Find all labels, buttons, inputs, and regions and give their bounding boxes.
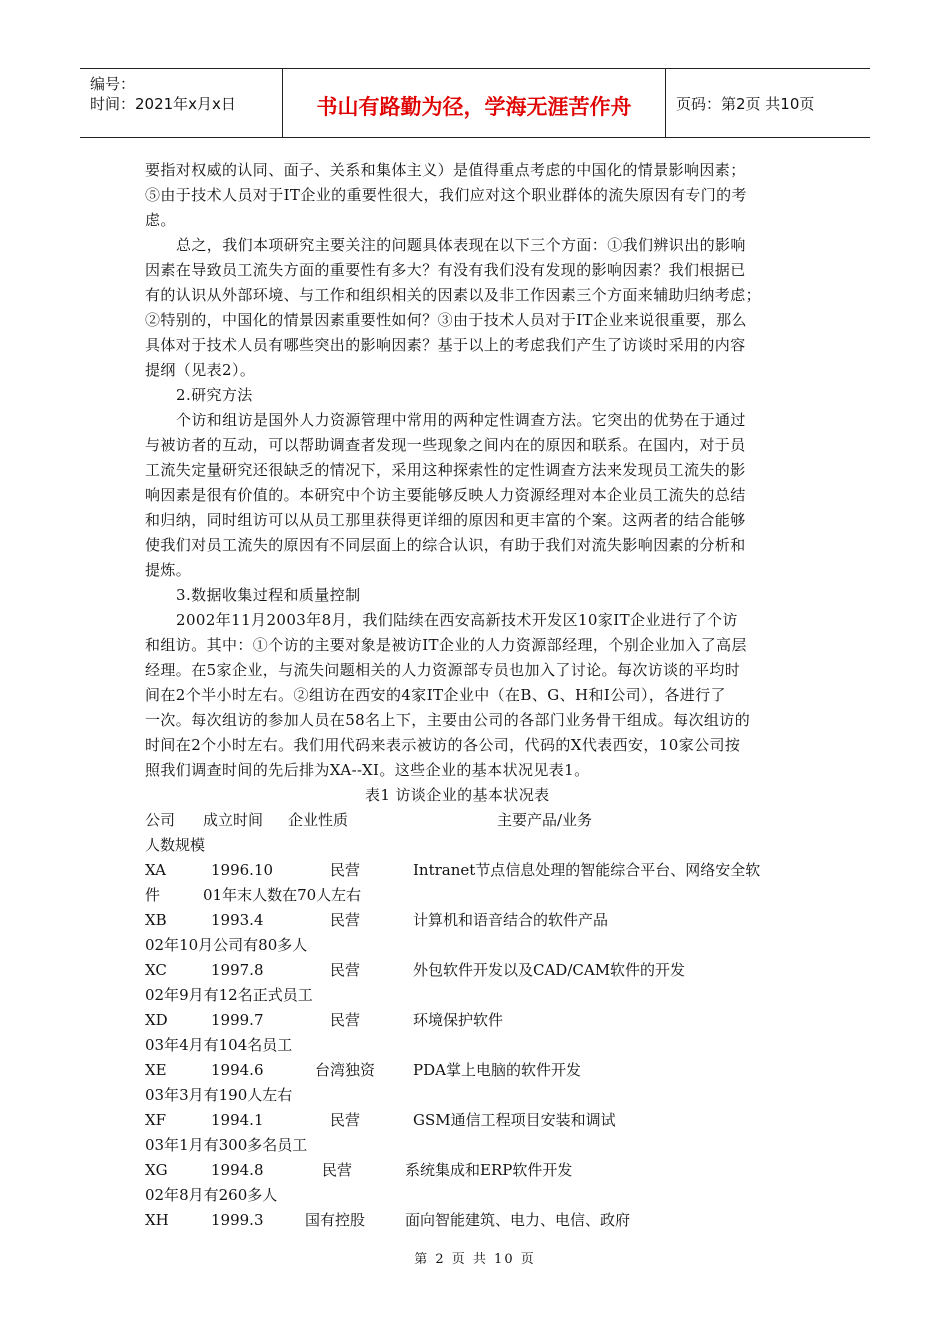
cell-size: 03年1月有300多名员工: [145, 1136, 308, 1154]
cell-nature: 民营: [322, 1161, 353, 1179]
cell-product: 系统集成和ERP软件开发: [405, 1161, 573, 1179]
text-line: 2002年11月2003年8月，我们陆续在西安高新技术开发区10家IT企业进行了个访: [176, 611, 738, 629]
text-line: 具体对于技术人员有哪些突出的影响因素？基于以上的考虑我们产生了访谈时采用的内容: [145, 336, 746, 354]
text-line: 工流失定量研究还很缺乏的情况下，采用这种探索性的定性调查方法来发现员工流失的影: [145, 461, 746, 479]
text-line: 使我们对员工流失的原因有不同层面上的综合认识，有助于我们对流失影响因素的分析和: [145, 536, 746, 554]
text-line: 照我们调查时间的先后排为XA--XI。这些企业的基本状况见表1。: [145, 761, 590, 779]
text-line: 要指对权威的认同、面子、关系和集体主义）是值得重点考虑的中国化的情景影响因素；: [145, 161, 746, 179]
cell-company: XH: [145, 1211, 169, 1229]
cell-company: XE: [145, 1061, 167, 1079]
cell-product: 计算机和语音结合的软件产品: [413, 911, 609, 929]
header-motto-cell: [283, 69, 666, 137]
cell-product: PDA掌上电脑的软件开发: [413, 1061, 581, 1079]
cell-company: XG: [145, 1161, 168, 1179]
section-heading: 3.数据收集过程和质量控制: [176, 586, 361, 604]
text-line: ⑤由于技术人员对于IT企业的重要性很大，我们应对这个职业群体的流失原因有专门的考: [145, 186, 747, 204]
cell-company: XA: [145, 861, 166, 879]
text-line: 一次。每次组访的参加人员在58名上下，主要由公司的各部门业务骨干组成。每次组访的: [145, 711, 751, 729]
cell-company: XB: [145, 911, 167, 929]
header-page-cell: [666, 69, 870, 137]
text-line: 虑。: [145, 211, 176, 229]
cell-size: 02年8月有260多人: [145, 1186, 278, 1204]
cell-product: 面向智能建筑、电力、电信、政府: [405, 1211, 631, 1229]
cell-founded: 1994.6: [211, 1061, 264, 1079]
cell-product-cont: 件: [145, 886, 161, 904]
header-nature: 企业性质: [288, 811, 349, 829]
text-line: 和组访。其中：①个访的主要对象是被访IT企业的人力资源部经理，个别企业加入了高层: [145, 636, 747, 654]
text-line: 个访和组访是国外人力资源管理中常用的两种定性调查方法。它突出的优势在于通过: [176, 411, 746, 429]
cell-company: XC: [145, 961, 167, 979]
text-line: 因素在导致员工流失方面的重要性有多大？有没有我们没有发现的影响因素？我们根据已: [145, 261, 746, 279]
cell-company: XF: [145, 1111, 167, 1129]
cell-nature: 民营: [330, 961, 361, 979]
text-line: 总之，我们本项研究主要关注的问题具体表现在以下三个方面：①我们辨识出的影响: [176, 236, 746, 254]
cell-founded: 1997.8: [211, 961, 264, 979]
text-line: 有的认识从外部环境、与工作和组织相关的因素以及非工作因素三个方面来辅助归纳考虑；: [145, 286, 762, 304]
page-header: [80, 68, 870, 138]
date-label: 时间：2021年x月x日: [90, 95, 236, 113]
motto: 书山有路勤为径，学海无涯苦作舟: [316, 95, 632, 119]
header-company: 公司: [145, 811, 176, 829]
cell-size: 03年3月有190人左右: [145, 1086, 293, 1104]
table-title: 表1 访谈企业的基本状况表: [365, 786, 550, 804]
text-line: 经理。在5家企业，与流失问题相关的人力资源部专员也加入了讨论。每次访谈的平均时: [145, 661, 741, 679]
header-meta-cell: [80, 69, 283, 137]
cell-size: 02年10月公司有80多人: [145, 936, 308, 954]
cell-product: 环境保护软件: [413, 1011, 504, 1029]
cell-nature: 民营: [330, 861, 361, 879]
text-line: 提炼。: [145, 561, 192, 579]
cell-founded: 1993.4: [211, 911, 264, 929]
text-line: 与被访者的互动，可以帮助调查者发现一些现象之间内在的原因和联系。在国内，对于员: [145, 436, 746, 454]
cell-size: 01年末人数在70人左右: [203, 886, 362, 904]
cell-size: 02年9月有12名正式员工: [145, 986, 313, 1004]
cell-founded: 1996.10: [211, 861, 274, 879]
text-line: 和归纳，同时组访可以从员工那里获得更详细的原因和更丰富的个案。这两者的结合能够: [145, 511, 746, 529]
page-number-label: 页码：第2页 共10页: [676, 95, 815, 113]
text-line: 响因素是很有价值的。本研究中个访主要能够反映人力资源经理对本企业员工流失的总结: [145, 486, 746, 504]
number-label: 编号：: [90, 75, 136, 93]
cell-founded: 1999.7: [211, 1011, 264, 1029]
header-size: 人数规模: [145, 836, 206, 854]
text-line: 间在2个半小时左右。②组访在西安的4家IT企业中（在B、G、H和I公司），各进行了: [145, 686, 726, 704]
cell-product: GSM通信工程项目安装和调试: [413, 1111, 616, 1129]
cell-founded: 1994.8: [211, 1161, 264, 1179]
cell-size: 03年4月有104名员工: [145, 1036, 293, 1054]
section-heading: 2.研究方法: [176, 386, 253, 404]
text-line: ②特别的，中国化的情景因素重要性如何？③由于技术人员对于IT企业来说很重要，那么: [145, 311, 747, 329]
cell-nature: 民营: [330, 911, 361, 929]
cell-founded: 1994.1: [211, 1111, 264, 1129]
cell-nature: 国有控股: [305, 1211, 366, 1229]
cell-nature: 民营: [330, 1011, 361, 1029]
text-line: 提纲（见表2）。: [145, 361, 256, 379]
page-footer: 第 2 页 共 10 页: [414, 1252, 536, 1267]
cell-product: Intranet节点信息处理的智能综合平台、网络安全软: [413, 861, 761, 879]
cell-nature: 民营: [330, 1111, 361, 1129]
cell-company: XD: [145, 1011, 168, 1029]
header-founded: 成立时间: [203, 811, 264, 829]
text-line: 时间在2个小时左右。我们用代码来表示被访的各公司，代码的X代表西安，10家公司按: [145, 736, 741, 754]
cell-nature: 台湾独资: [315, 1061, 376, 1079]
header-product: 主要产品/业务: [497, 811, 593, 829]
cell-founded: 1999.3: [211, 1211, 264, 1229]
cell-product: 外包软件开发以及CAD/CAM软件的开发: [413, 961, 686, 979]
